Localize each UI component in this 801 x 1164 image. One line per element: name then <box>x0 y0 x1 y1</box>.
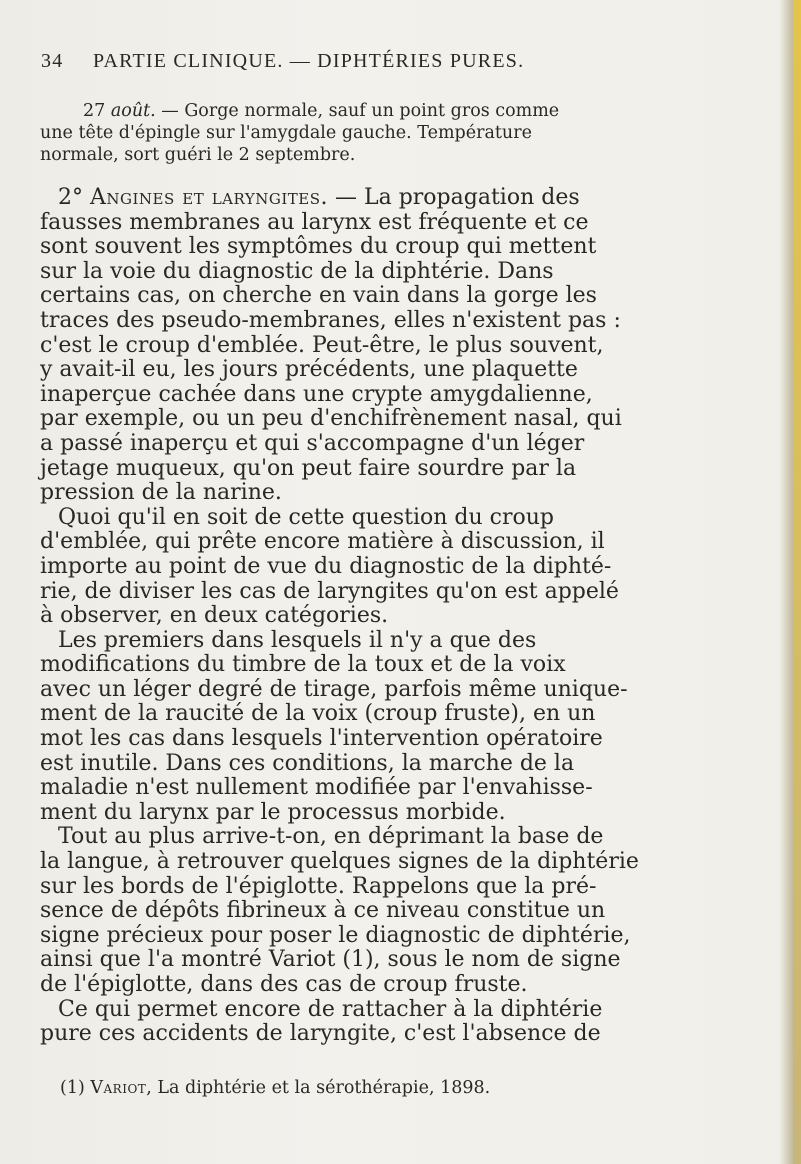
text-line: maladie n'est nullement modifiée par l'envahisse- <box>40 775 593 801</box>
text-line: sur la voie du diagnostic de la diphtérie. Dans <box>40 258 554 284</box>
text-line: avec un léger degré de tirage, parfois même unique- <box>40 676 628 702</box>
text-line: mot les cas dans lesquels l'intervention opératoire <box>40 726 603 752</box>
text-line: Les premiers dans lesquels il n'y a que des <box>58 627 537 653</box>
text-line: traces des pseudo-membranes, elles n'existent pas : <box>40 307 621 333</box>
text-line: à observer, en deux catégories. <box>40 603 389 629</box>
text-line: modifications du timbre de la toux et de la voix <box>40 652 566 678</box>
body-text <box>40 100 710 1047</box>
text-line: 27 août. — Gorge normale, sauf un point gros comme <box>83 101 560 121</box>
text-line: d'emblée, qui prête encore matière à discussion, il <box>40 529 605 555</box>
section-angines <box>40 186 710 1047</box>
footnote: (1) Variot, La diphtérie et la sérothérapie, 1898. <box>60 1078 491 1098</box>
text-line: sont souvent les symptômes du croup qui mettent <box>40 234 597 260</box>
text-line: importe au point de vue du diagnostic de la diphté- <box>40 553 612 579</box>
text-line: Tout au plus arrive-t-on, en déprimant la base de <box>58 824 604 850</box>
text-line: une tête d'épingle sur l'amygdale gauche. Température <box>40 123 532 143</box>
text-line: ainsi que l'a montré Variot (1), sous le nom de signe <box>40 947 621 973</box>
text-line: fausses membranes au larynx est fréquente et ce <box>40 209 589 235</box>
section-heading-line: 2° Angines et laryngites. — La propagation des <box>58 185 580 210</box>
page-edge-yellowed <box>793 0 801 1164</box>
text-line: ment de la raucité de la voix (croup fruste), en un <box>40 701 596 727</box>
running-header <box>41 50 741 76</box>
paragraph-3 <box>40 629 710 826</box>
text-line: la langue, à retrouver quelques signes de la diphtérie <box>40 849 639 875</box>
text-line: c'est le croup d'emblée. Peut-être, le plus souvent, <box>40 332 604 358</box>
text-line: par exemple, ou un peu d'enchifrènement nasal, qui <box>40 406 622 432</box>
text-line: a passé inaperçu et qui s'accompagne d'un léger <box>40 430 585 456</box>
text-line: sur les bords de l'épiglotte. Rappelons que la pré- <box>40 873 597 899</box>
paragraph-2 <box>40 506 710 629</box>
running-title: PARTIE CLINIQUE. — DIPHTÉRIES PURES. <box>93 50 525 72</box>
footnote-author: Variot <box>90 1078 147 1098</box>
text-line: pure ces accidents de laryngite, c'est l'absence de <box>40 1021 601 1047</box>
page-number: 34 <box>41 50 64 72</box>
intro-paragraph <box>40 100 710 166</box>
section-heading: Angines et laryngites. <box>90 185 328 210</box>
text-line: Ce qui permet encore de rattacher à la diphtérie <box>58 996 603 1022</box>
text-line: normale, sort guéri le 2 septembre. <box>40 145 356 165</box>
text-line: y avait-il eu, les jours précédents, une plaquette <box>40 357 578 383</box>
text-line: pression de la narine. <box>40 480 282 506</box>
text-line: rie, de diviser les cas de laryngites qu'on est appelé <box>40 578 619 604</box>
paragraph-5 <box>40 998 710 1047</box>
paragraph-4 <box>40 825 710 997</box>
text-line: Quoi qu'il en soit de cette question du croup <box>58 504 554 530</box>
text-line: certains cas, on cherche en vain dans la gorge les <box>40 283 597 309</box>
paragraph-1 <box>40 211 710 506</box>
text-line: de l'épiglotte, dans des cas de croup fruste. <box>40 972 528 997</box>
text-line: sence de dépôts fibrineux à ce niveau constitue un <box>40 898 606 924</box>
text-line: est inutile. Dans ces conditions, la marche de la <box>40 750 575 776</box>
text-line: signe précieux pour poser le diagnostic de diphtérie, <box>40 922 631 948</box>
text-line: inaperçue cachée dans une crypte amygdalienne, <box>40 381 593 407</box>
text-line: jetage muqueux, qu'on peut faire sourdre par la <box>40 455 577 481</box>
text-line: ment du larynx par le processus morbide. <box>40 799 506 825</box>
